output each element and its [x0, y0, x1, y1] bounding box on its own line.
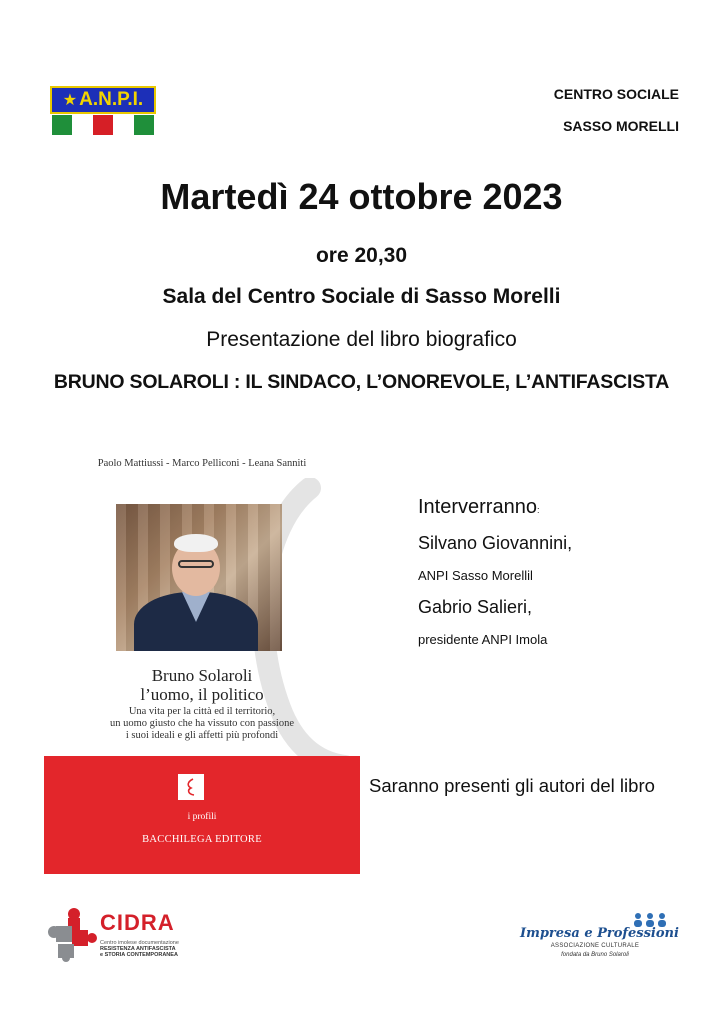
cidra-puzzle-icon — [44, 906, 98, 962]
flag-stripe — [113, 115, 133, 135]
flag-stripe — [93, 115, 113, 135]
flag-stripe — [134, 115, 154, 135]
event-intro: Presentazione del libro biografico — [206, 328, 517, 351]
impresa-association: ASSOCIAZIONE CULTURALE — [550, 943, 640, 949]
cover-subtitle-line-2: un uomo giusto che ha vissuto con passione — [109, 718, 295, 729]
book-title: BRUNO SOLAROLI : IL SINDACO, L’ONOREVOLE, L’ANTIFASCISTA — [53, 371, 670, 393]
cover-subtitle — [44, 706, 360, 742]
speaker-role: presidente ANPI Imola — [418, 632, 548, 647]
impresa-founded: fondata da Bruno Solaroli — [561, 952, 629, 958]
organizer-line-2: SASSO MORELLI — [563, 118, 679, 134]
speakers-heading-suffix: : — [536, 505, 540, 515]
cover-authors: Paolo Mattiussi - Marco Pelliconi - Leana Sanniti — [97, 458, 307, 469]
anpi-logo — [50, 86, 156, 136]
italian-flag-stripes — [52, 115, 154, 135]
cover-title-line-1: Bruno Solaroli — [151, 666, 253, 685]
speaker-role: ANPI Sasso Morellil — [418, 568, 533, 583]
series-logo-icon — [178, 774, 204, 800]
cover-subtitle-line-3: i suoi ideali e gli affetti più profondi — [125, 730, 279, 741]
event-venue: Sala del Centro Sociale di Sasso Morelli — [162, 285, 561, 308]
cover-publisher: BACCHILEGA EDITORE — [142, 834, 262, 845]
flag-stripe — [72, 115, 92, 135]
event-time: ore 20,30 — [315, 244, 408, 267]
star-icon: ★ — [62, 92, 78, 109]
cidra-line-3: e STORIA CONTEMPORANEA — [100, 952, 178, 958]
book-cover — [44, 448, 360, 874]
anpi-logo-text: A.N.P.I. — [79, 89, 144, 110]
cover-series: i profili — [187, 812, 217, 822]
cover-title — [44, 666, 360, 704]
impresa-name: Impresa e Professioni — [520, 926, 679, 941]
cidra-name: CIDRA — [100, 910, 175, 935]
speakers — [418, 496, 572, 647]
cidra-line-1: Centro imolese documentazione — [100, 940, 179, 946]
organizer — [554, 78, 679, 142]
event-date: Martedì 24 ottobre 2023 — [160, 176, 563, 217]
speakers-heading-text: Interverranno — [418, 496, 537, 518]
cover-subtitle-line-1: Una vita per la città ed il territorio, — [128, 706, 276, 717]
anpi-banner — [50, 86, 156, 114]
speakers-heading — [418, 496, 572, 519]
flag-stripe — [52, 115, 72, 135]
cover-title-line-2: l’uomo, il politico — [140, 685, 264, 704]
cidra-line-2: RESISTENZA ANTIFASCISTA — [100, 946, 176, 952]
speaker-name: Gabrio Salieri, — [418, 597, 533, 617]
organizer-line-1: CENTRO SOCIALE — [553, 86, 679, 102]
speaker-name: Silvano Giovannini, — [418, 533, 573, 553]
cover-portrait-photo — [116, 504, 282, 651]
authors-note: Saranno presenti gli autori del libro — [369, 775, 655, 796]
cidra-logo — [44, 906, 194, 962]
impresa-professioni-logo — [520, 910, 679, 964]
